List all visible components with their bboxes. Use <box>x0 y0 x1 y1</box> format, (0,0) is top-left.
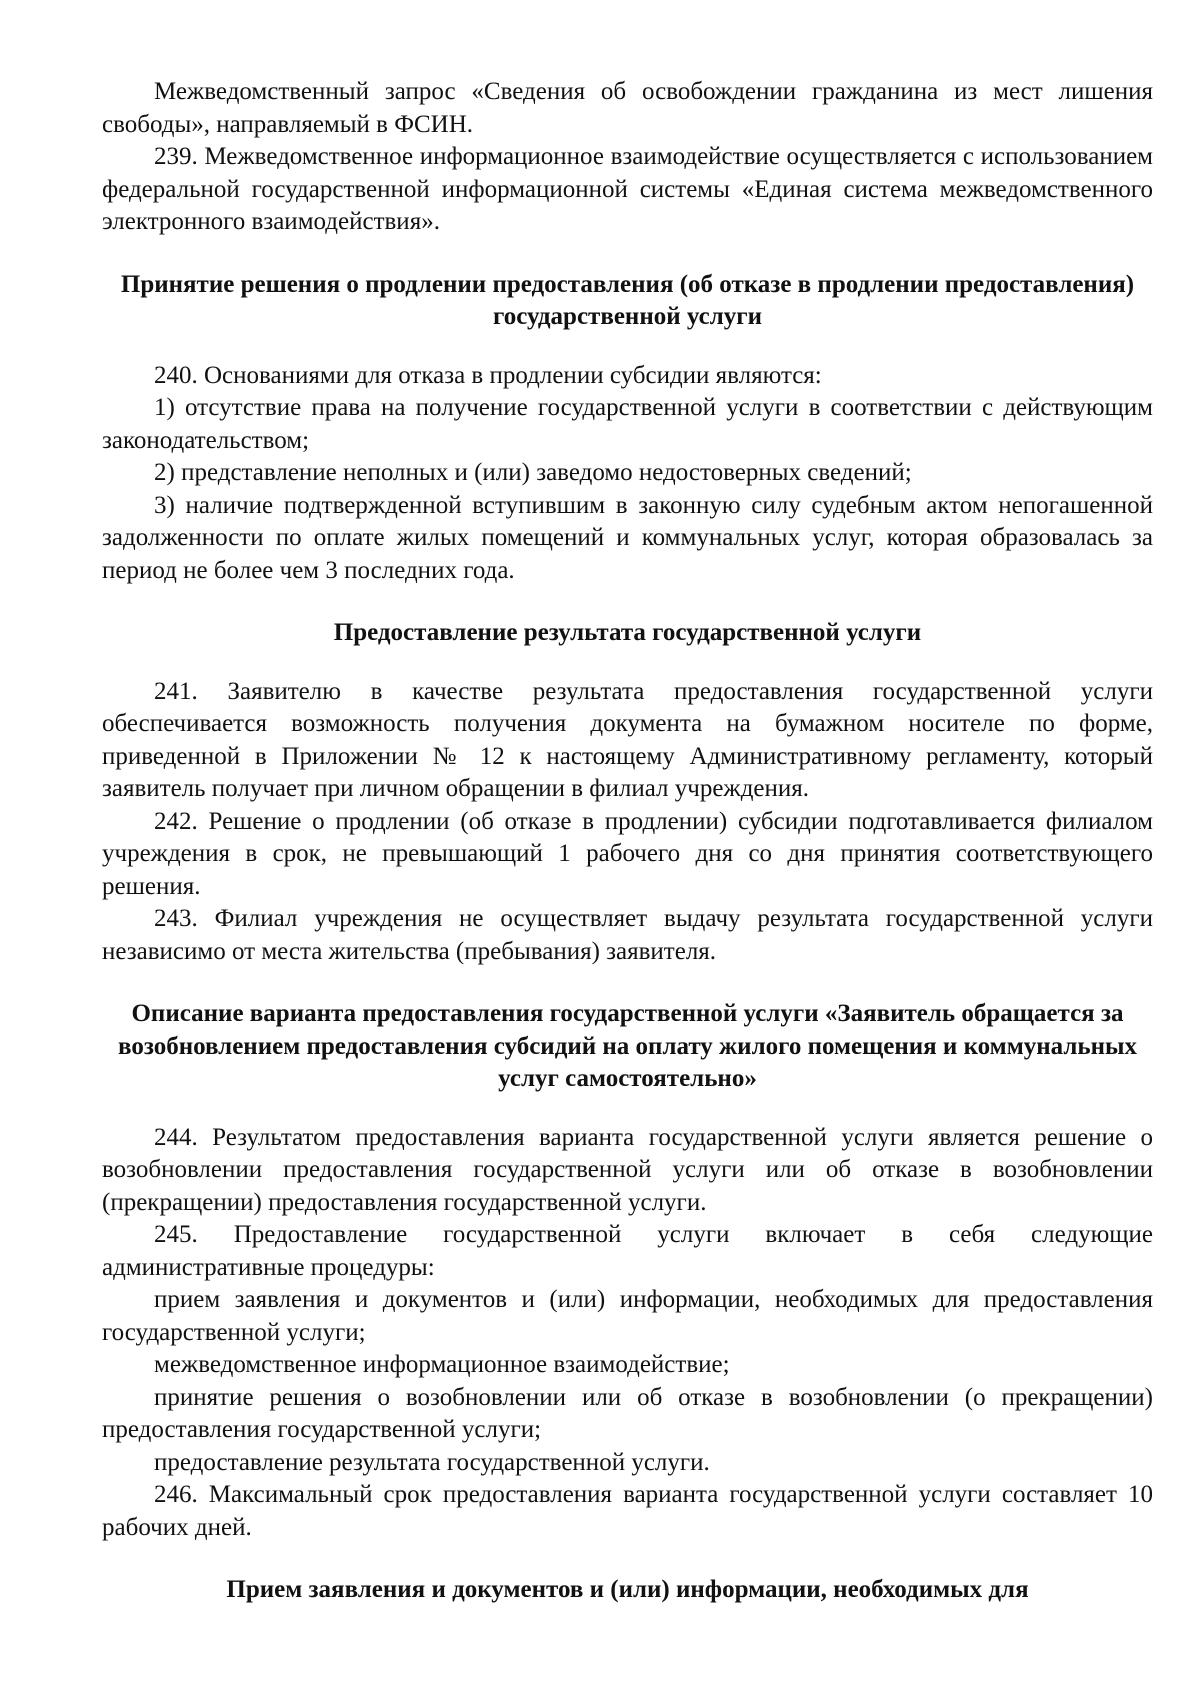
paragraph-240: 240. Основаниями для отказа в продлении субсидии являются: <box>154 361 822 389</box>
paragraph-243: 243. Филиал учреждения не осуществляет выдачу результата государственной услуги независимо от места жительства (пребывания) заявителя. <box>102 905 1153 965</box>
paragraph-244: 244. Результатом предоставления варианта государственной услуги является решение о возобновлении предоставления государственной услуги или об отказе в возобновлении (прекращении) предоставления государственной услуги. <box>102 1123 1153 1216</box>
list-item-2: 2) представление неполных и (или) заведомо недостоверных сведений; <box>154 459 912 486</box>
paragraph-239: 239. Межведомственное информационное взаимодействие осуществляется с использованием федеральной государственной информационной системы «Единая система межведомственного электронного взаимодействия». <box>102 143 1153 235</box>
section-heading-result: Предоставление результата государственной услуги <box>333 619 922 646</box>
procedure-item: прием заявления и документов и (или) информации, необходимых для предоставления государственной услуги; <box>102 1286 1153 1346</box>
list-item-3: 3) наличие подтвержденной вступившим в законную силу судебным актом непогашенной задолженности по оплате жилых помещений и коммунальных услуг, которая образовалась за период не более чем 3 последних года. <box>102 491 1153 584</box>
paragraph-241: 241. Заявителю в качестве результата предоставления государственной услуги обеспечивается возможность получения документа на бумажном носителе по форме, приведенной в Приложении № 12 к настоящему Административному регламенту, который заявитель получает при личном обращении в филиал учреждения. <box>102 677 1153 802</box>
procedure-item: предоставление результата государственной услуги. <box>154 1448 710 1476</box>
paragraph-242: 242. Решение о продлении (об отказе в продлении) субсидии подготавливается филиалом учреждения в срок, не превышающий 1 рабочего дня со дня принятия соответствующего решения. <box>102 807 1153 900</box>
procedure-item: принятие решения о возобновлении или об отказе в возобновлении (о прекращении) предоставления государственной услуги; <box>102 1383 1153 1443</box>
list-item-1: 1) отсутствие права на получение государственной услуги в соответствии с действующим законодательством; <box>102 394 1153 454</box>
section-heading-variant: Описание варианта предоставления государственной услуги «Заявитель обращается за возобновлением предоставления субсидий на оплату жилого помещения и коммунальных услуг самостоятельно» <box>117 1000 1138 1092</box>
paragraph: Межведомственный запрос «Сведения об освобождении гражданина из мест лишения свободы», направляемый в ФСИН. <box>102 78 1153 138</box>
procedure-item: межведомственное информационное взаимодействие; <box>154 1351 730 1378</box>
section-heading-reception: Прием заявления и документов и (или) информации, необходимых для <box>226 1576 1029 1603</box>
paragraph-245: 245. Предоставление государственной услуги включает в себя следующие административные процедуры: <box>102 1221 1153 1281</box>
section-heading-decision: Принятие решения о продлении предоставления (об отказе в продлении предоставления) государственной услуги <box>120 270 1135 330</box>
paragraph-246: 246. Максимальный срок предоставления варианта государственной услуги составляет 10 рабочих дней. <box>102 1481 1153 1541</box>
